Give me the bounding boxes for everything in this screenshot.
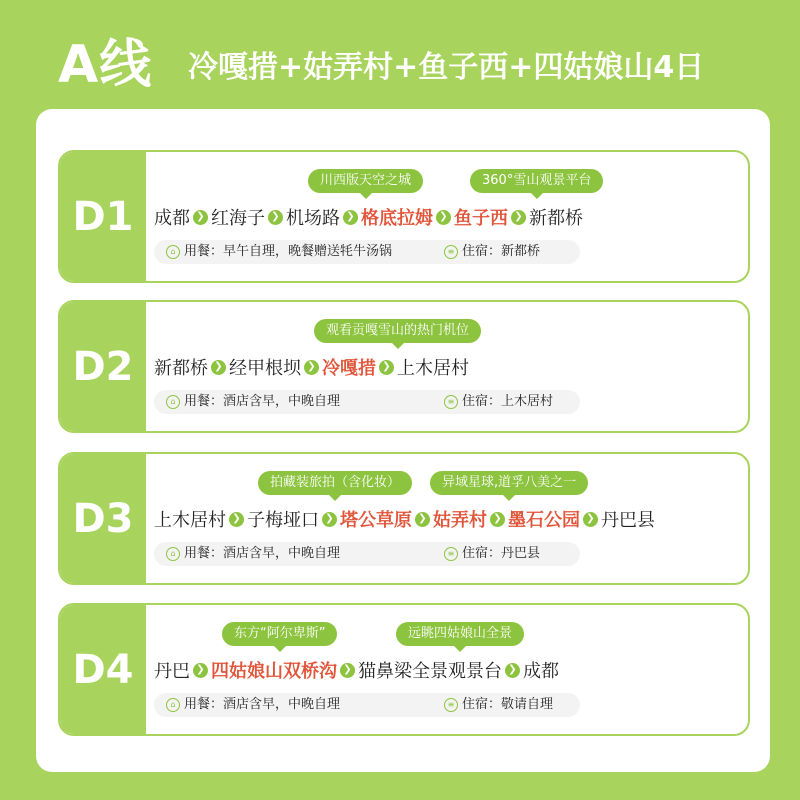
hotel-icon: ≡	[444, 547, 458, 561]
chevron-right-icon: ❯	[211, 360, 226, 375]
meal-text: 用餐：酒店含早，中晚自理	[184, 697, 341, 712]
route-tag: 川西版天空之城	[308, 169, 423, 193]
chevron-right-icon: ❯	[511, 210, 526, 225]
stay-info	[444, 542, 540, 566]
day-card-d3	[58, 452, 750, 585]
meal-info	[166, 390, 340, 414]
meal-info	[166, 693, 340, 717]
route-tag: 东方“阿尔卑斯”	[222, 622, 337, 646]
route-stop: 猫鼻梁全景观景台	[358, 661, 502, 682]
day-label: D3	[60, 454, 146, 583]
day-content	[146, 454, 748, 583]
meal-icon: ⌂	[166, 698, 180, 712]
chevron-right-icon: ❯	[304, 360, 319, 375]
meal-icon: ⌂	[166, 245, 180, 259]
info-bar	[154, 542, 580, 566]
meal-info	[166, 240, 392, 264]
route-stop-highlight: 塔公草原	[340, 510, 412, 531]
stay-text: 住宿：敬请自理	[462, 697, 554, 712]
info-bar	[154, 693, 580, 717]
chevron-right-icon: ❯	[340, 663, 355, 678]
route	[154, 506, 655, 532]
chevron-right-icon: ❯	[379, 360, 394, 375]
route-stop: 上木居村	[397, 358, 469, 379]
header	[0, 0, 800, 108]
route-tag: 异域星球,道孚八美之一	[430, 471, 588, 495]
stay-info	[444, 240, 540, 264]
route-stop: 成都	[523, 661, 559, 682]
stay-text: 住宿：新都桥	[462, 244, 541, 259]
day-label: D2	[60, 302, 146, 431]
chevron-right-icon: ❯	[193, 210, 208, 225]
day-card-d1	[58, 150, 750, 283]
route-stop-highlight: 四姑娘山双桥沟	[211, 661, 337, 682]
chevron-right-icon: ❯	[436, 210, 451, 225]
stay-info	[444, 390, 553, 414]
meal-info	[166, 542, 340, 566]
day-content	[146, 605, 748, 734]
route-stop: 子梅垭口	[247, 510, 319, 531]
route	[154, 657, 559, 683]
route-stop: 新都桥	[154, 358, 208, 379]
day-content	[146, 152, 748, 281]
route-stop: 经甲根坝	[229, 358, 301, 379]
chevron-right-icon: ❯	[229, 512, 244, 527]
route-stop: 机场路	[286, 208, 340, 229]
route-tag: 拍藏装旅拍（含化妆）	[258, 471, 412, 495]
page-subtitle: 冷嘎措+姑弄村+鱼子西+四姑娘山4日	[188, 50, 705, 85]
meal-icon: ⌂	[166, 395, 180, 409]
route-stop-highlight: 鱼子西	[454, 208, 508, 229]
day-card-d4	[58, 603, 750, 736]
meal-text: 用餐：早午自理，晚餐赠送牦牛汤锅	[184, 244, 393, 259]
route-tag: 远眺四姑娘山全景	[396, 622, 524, 646]
day-label: D4	[60, 605, 146, 734]
meal-icon: ⌂	[166, 547, 180, 561]
day-card-d2	[58, 300, 750, 433]
route-stop-highlight: 格底拉姆	[361, 208, 433, 229]
route-stop: 新都桥	[529, 208, 583, 229]
chevron-right-icon: ❯	[343, 210, 358, 225]
chevron-right-icon: ❯	[322, 512, 337, 527]
route	[154, 354, 469, 380]
day-content	[146, 302, 748, 431]
stay-text: 住宿：丹巴县	[462, 546, 541, 561]
route-stop: 丹巴	[154, 661, 190, 682]
stay-text: 住宿：上木居村	[462, 394, 554, 409]
hotel-icon: ≡	[444, 698, 458, 712]
meal-text: 用餐：酒店含早，中晚自理	[184, 546, 341, 561]
route-stop-highlight: 墨石公园	[508, 510, 580, 531]
chevron-right-icon: ❯	[490, 512, 505, 527]
info-bar	[154, 390, 580, 414]
route-tag: 360°雪山观景平台	[470, 169, 603, 193]
route-stop-highlight: 姑弄村	[433, 510, 487, 531]
hotel-icon: ≡	[444, 395, 458, 409]
info-bar	[154, 240, 580, 264]
chevron-right-icon: ❯	[583, 512, 598, 527]
route-stop-highlight: 冷嘎措	[322, 358, 376, 379]
route-stop: 红海子	[211, 208, 265, 229]
route-stop: 上木居村	[154, 510, 226, 531]
chevron-right-icon: ❯	[415, 512, 430, 527]
meal-text: 用餐：酒店含早，中晚自理	[184, 394, 341, 409]
day-label: D1	[60, 152, 146, 281]
stay-info	[444, 693, 553, 717]
chevron-right-icon: ❯	[193, 663, 208, 678]
route	[154, 204, 583, 230]
route-stop: 丹巴县	[601, 510, 655, 531]
chevron-right-icon: ❯	[505, 663, 520, 678]
route-stop: 成都	[154, 208, 190, 229]
page-title: A线	[58, 35, 153, 95]
route-tag: 观看贡嘎雪山的热门机位	[314, 319, 481, 343]
hotel-icon: ≡	[444, 245, 458, 259]
chevron-right-icon: ❯	[268, 210, 283, 225]
